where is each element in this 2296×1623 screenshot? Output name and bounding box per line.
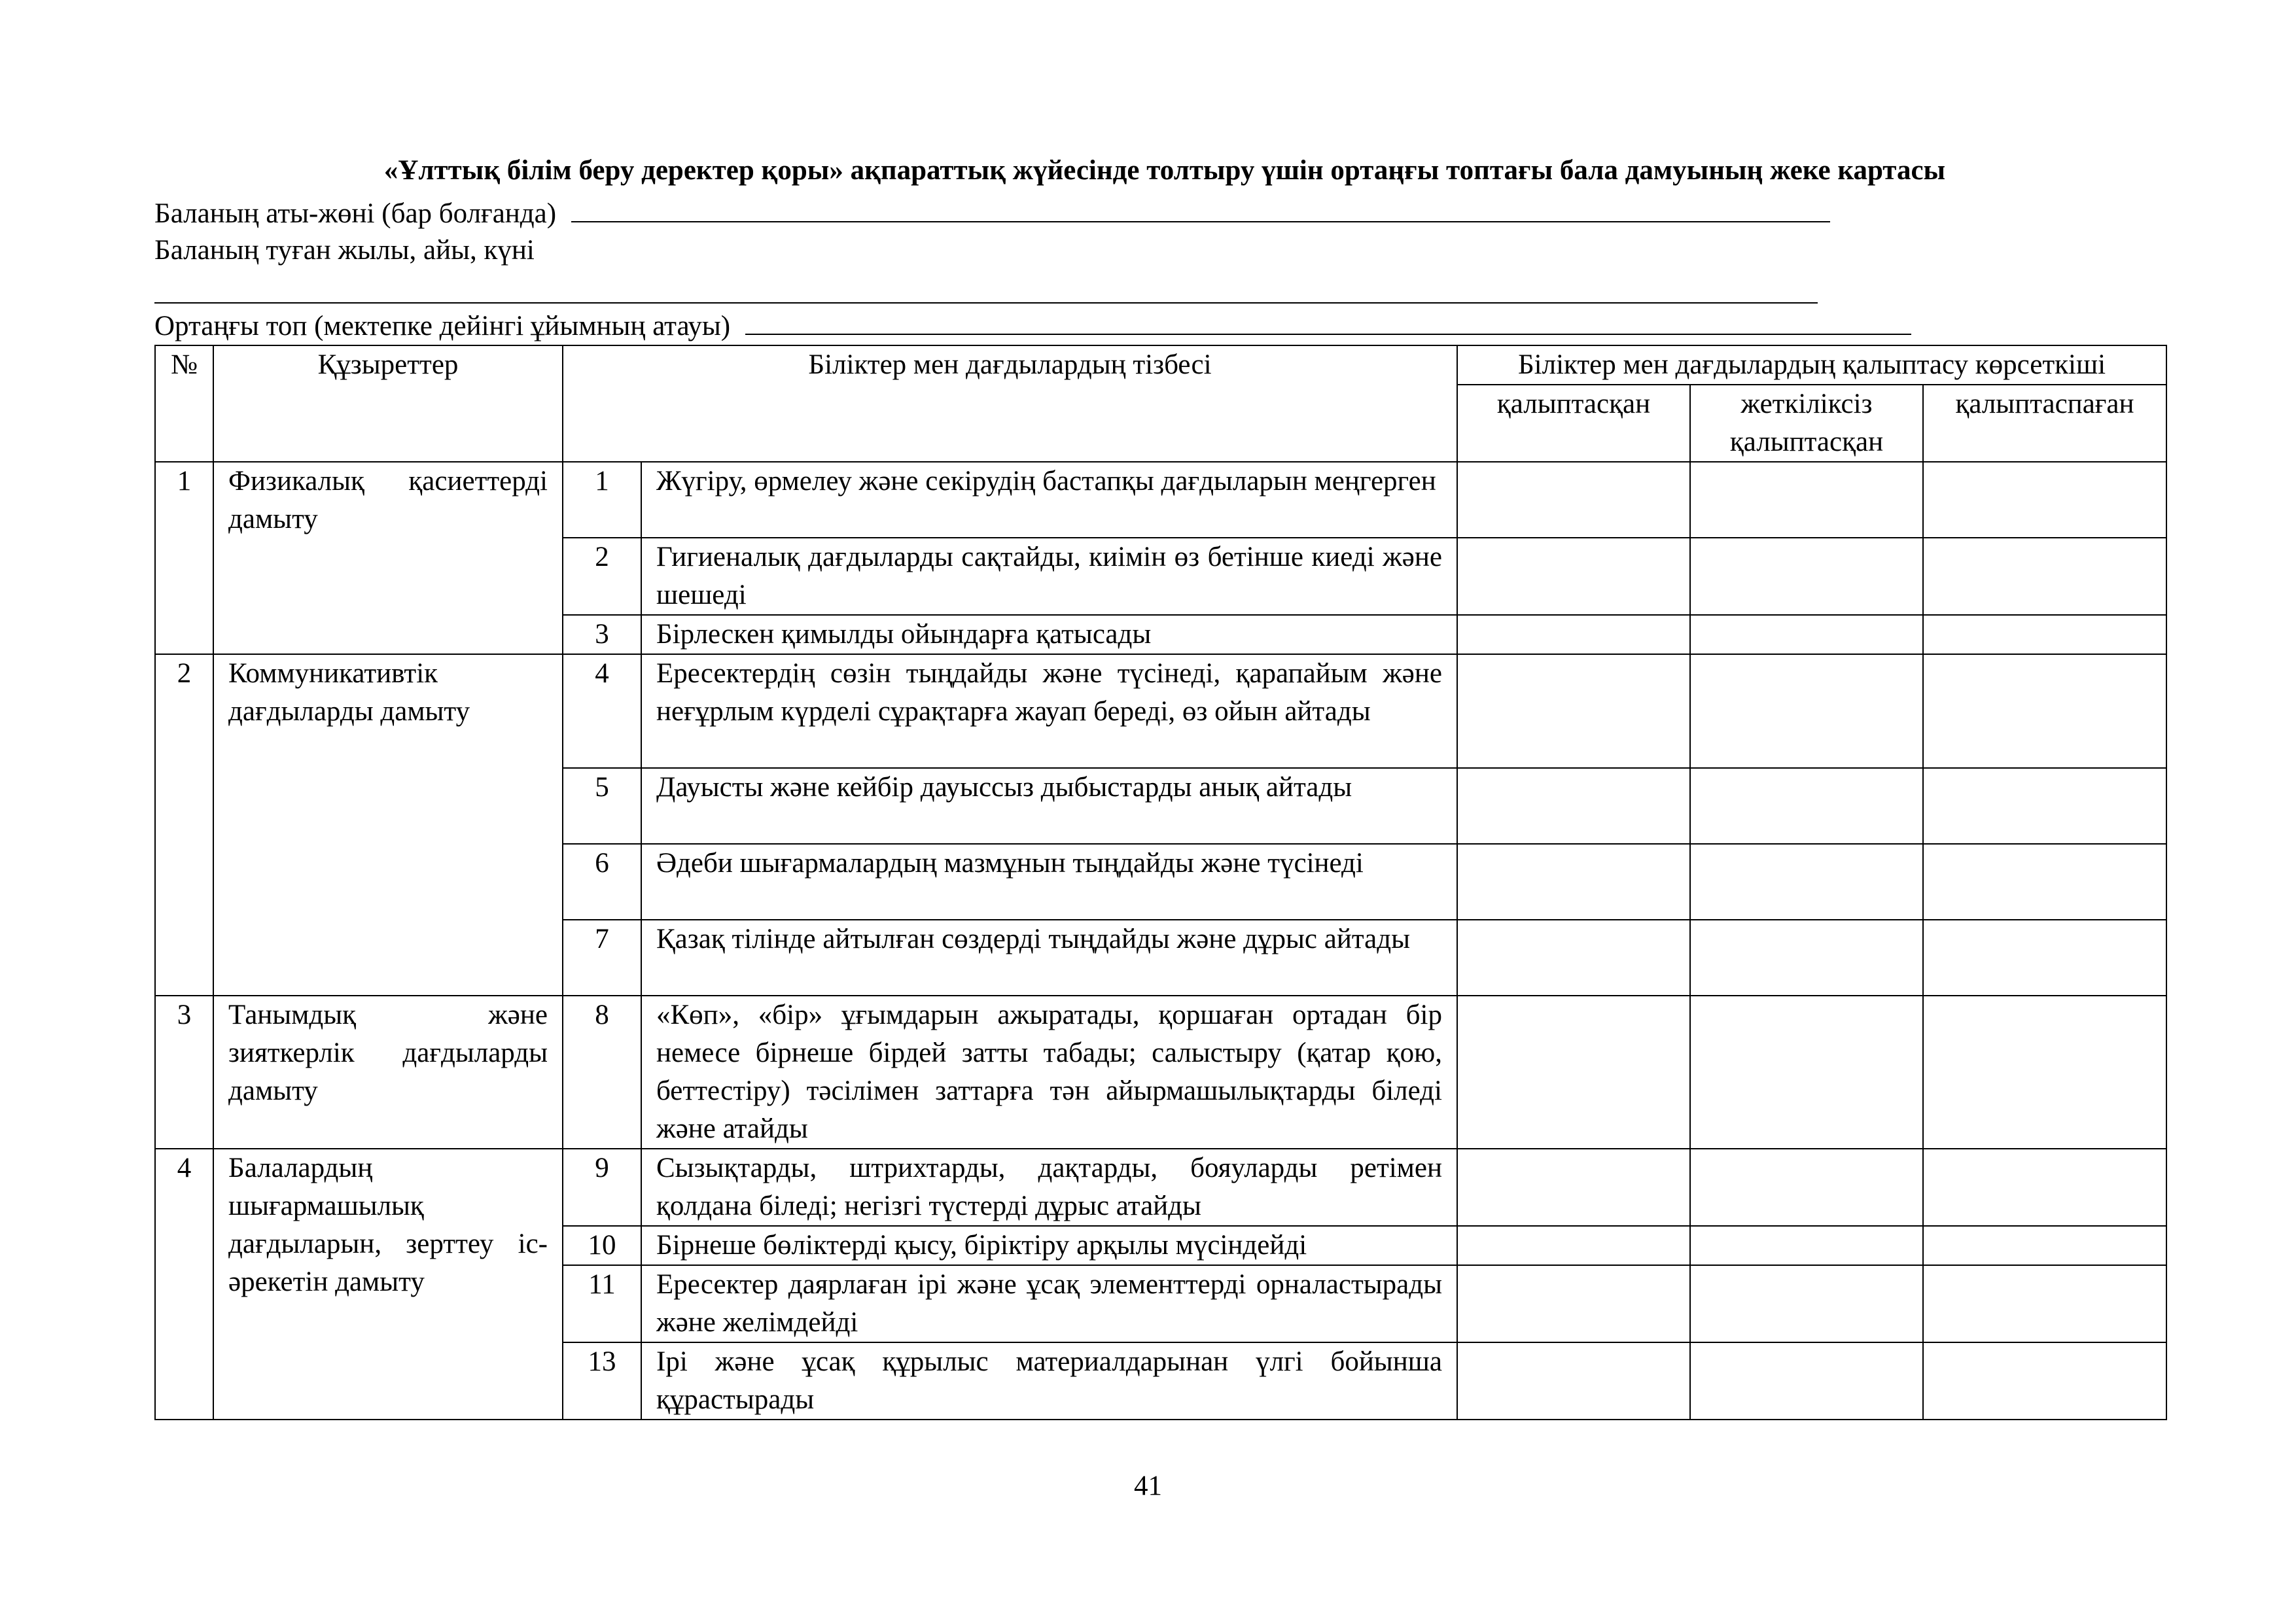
- group-label: Ортаңғы топ (мектепке дейінгі ұйымның атауы): [154, 311, 731, 341]
- not-formed-cell[interactable]: [1923, 538, 2166, 615]
- not-formed-cell[interactable]: [1923, 996, 2166, 1149]
- group-field: [154, 306, 1911, 345]
- skill-text: Гигиеналық дағдыларды сақтайды, киімін өз бетінше киеді және шешеді: [641, 538, 1457, 615]
- partially-formed-cell[interactable]: [1690, 1342, 1923, 1420]
- header-partially-formed: жеткіліксіз қалыптасқан: [1690, 385, 1923, 462]
- formed-cell[interactable]: [1457, 1342, 1690, 1420]
- formed-cell[interactable]: [1457, 615, 1690, 654]
- skill-number: 2: [563, 538, 641, 615]
- not-formed-cell[interactable]: [1923, 844, 2166, 920]
- skill-text: Ірі және ұсақ құрылыс материалдарынан үлгі бойынша құрастырады: [641, 1342, 1457, 1420]
- header-skills-list: Біліктер мен дағдылардың тізбесі: [563, 345, 1457, 462]
- table-row: [155, 654, 2166, 768]
- skill-text: Қазақ тілінде айтылған сөздерді тыңдайды және дұрыс айтады: [641, 920, 1457, 996]
- formed-cell[interactable]: [1457, 538, 1690, 615]
- not-formed-cell[interactable]: [1923, 654, 2166, 768]
- formed-cell[interactable]: [1457, 462, 1690, 538]
- partially-formed-cell[interactable]: [1690, 844, 1923, 920]
- formed-cell[interactable]: [1457, 920, 1690, 996]
- competency-name: Балалардың шығармашылық дағдыларын, зерттеу іс-әрекетін дамыту: [213, 1149, 563, 1420]
- header-formed: қалыптасқан: [1457, 385, 1690, 462]
- page-title: «Ұлттық білім беру деректер қоры» ақпараттық жүйесінде толтыру үшін ортаңғы топтағы бала дамуының жеке картасы: [383, 155, 1946, 186]
- not-formed-cell[interactable]: [1923, 615, 2166, 654]
- partially-formed-cell[interactable]: [1690, 615, 1923, 654]
- table-row: [155, 1149, 2166, 1226]
- partially-formed-cell[interactable]: [1690, 920, 1923, 996]
- partially-formed-cell[interactable]: [1690, 1149, 1923, 1226]
- formed-cell[interactable]: [1457, 996, 1690, 1149]
- header-number: №: [155, 345, 213, 462]
- skill-number: 7: [563, 920, 641, 996]
- partially-formed-cell[interactable]: [1690, 768, 1923, 844]
- competency-name: Коммуникативтік дағдыларды дамыту: [213, 654, 563, 996]
- competency-number: 1: [155, 462, 213, 654]
- skill-number: 6: [563, 844, 641, 920]
- skill-text: Бірнеше бөліктерді қысу, біріктіру арқылы мүсіндейді: [641, 1226, 1457, 1265]
- formed-cell[interactable]: [1457, 654, 1690, 768]
- child-name-input[interactable]: [571, 194, 1830, 222]
- formed-cell[interactable]: [1457, 1265, 1690, 1342]
- not-formed-cell[interactable]: [1923, 1342, 2166, 1420]
- skill-text: Бірлескен қимылды ойындарға қатысады: [641, 615, 1457, 654]
- skill-number: 9: [563, 1149, 641, 1226]
- formed-cell[interactable]: [1457, 1149, 1690, 1226]
- skill-text: Әдеби шығармалардың мазмұнын тыңдайды және түсінеді: [641, 844, 1457, 920]
- skill-number: 5: [563, 768, 641, 844]
- birth-date-field: [154, 232, 535, 270]
- skill-text: Дауысты және кейбір дауыссыз дыбыстарды анық айтады: [641, 768, 1457, 844]
- header-indicators: Біліктер мен дағдылардың қалыптасу көрсеткіші: [1457, 345, 2166, 385]
- formed-cell[interactable]: [1457, 1226, 1690, 1265]
- table-row: [155, 462, 2166, 538]
- partially-formed-cell[interactable]: [1690, 654, 1923, 768]
- partially-formed-cell[interactable]: [1690, 996, 1923, 1149]
- not-formed-cell[interactable]: [1923, 920, 2166, 996]
- not-formed-cell[interactable]: [1923, 462, 2166, 538]
- header-not-formed: қалыптаспаған: [1923, 385, 2166, 462]
- birth-date-input[interactable]: [154, 302, 1818, 304]
- header-competencies: Құзыреттер: [213, 345, 563, 462]
- formed-cell[interactable]: [1457, 844, 1690, 920]
- skill-number: 4: [563, 654, 641, 768]
- skill-text: Сызықтарды, штрихтарды, дақтарды, бояуларды ретімен қолдана біледі; негізгі түстерді дұрыс атайды: [641, 1149, 1457, 1226]
- skill-number: 11: [563, 1265, 641, 1342]
- skill-text: Жүгіру, өрмелеу және секірудің бастапқы дағдыларын меңгерген: [641, 462, 1457, 538]
- group-name-input[interactable]: [745, 306, 1911, 335]
- partially-formed-cell[interactable]: [1690, 1226, 1923, 1265]
- table-row: [155, 996, 2166, 1149]
- formed-cell[interactable]: [1457, 768, 1690, 844]
- skill-number: 10: [563, 1226, 641, 1265]
- birth-date-label: Баланың туған жылы, айы, күні: [154, 235, 535, 266]
- partially-formed-cell[interactable]: [1690, 462, 1923, 538]
- skill-number: 3: [563, 615, 641, 654]
- competency-number: 3: [155, 996, 213, 1149]
- competency-name: Физикалық қасиеттерді дамыту: [213, 462, 563, 654]
- not-formed-cell[interactable]: [1923, 1226, 2166, 1265]
- competency-name: Танымдық және зияткерлік дағдыларды дамыту: [213, 996, 563, 1149]
- not-formed-cell[interactable]: [1923, 768, 2166, 844]
- child-name-label: Баланың аты-жөні (бар болғанда): [154, 198, 557, 229]
- competency-number: 2: [155, 654, 213, 996]
- not-formed-cell[interactable]: [1923, 1149, 2166, 1226]
- skill-text: Ересектердің сөзін тыңдайды және түсінеді, қарапайым және неғұрлым күрделі сұрақтарға жауап береді, өз ойын айтады: [641, 654, 1457, 768]
- partially-formed-cell[interactable]: [1690, 1265, 1923, 1342]
- development-card-table: [154, 345, 2167, 1420]
- skill-number: 13: [563, 1342, 641, 1420]
- not-formed-cell[interactable]: [1923, 1265, 2166, 1342]
- page-number: 41: [1134, 1471, 1162, 1501]
- skill-number: 1: [563, 462, 641, 538]
- skill-text: «Көп», «бір» ұғымдарын ажыратады, қоршаған ортадан бір немесе бірнеше бірдей затты табады; салыстыру (қатар қою, беттестіру) тәсілімен заттарға тән айырмашылықтарды біледі және атайды: [641, 996, 1457, 1149]
- skill-number: 8: [563, 996, 641, 1149]
- skill-text: Ересектер даярлаған ірі және ұсақ элементтерді орналастырады және желімдейді: [641, 1265, 1457, 1342]
- child-name-field: [154, 194, 1830, 233]
- competency-number: 4: [155, 1149, 213, 1420]
- partially-formed-cell[interactable]: [1690, 538, 1923, 615]
